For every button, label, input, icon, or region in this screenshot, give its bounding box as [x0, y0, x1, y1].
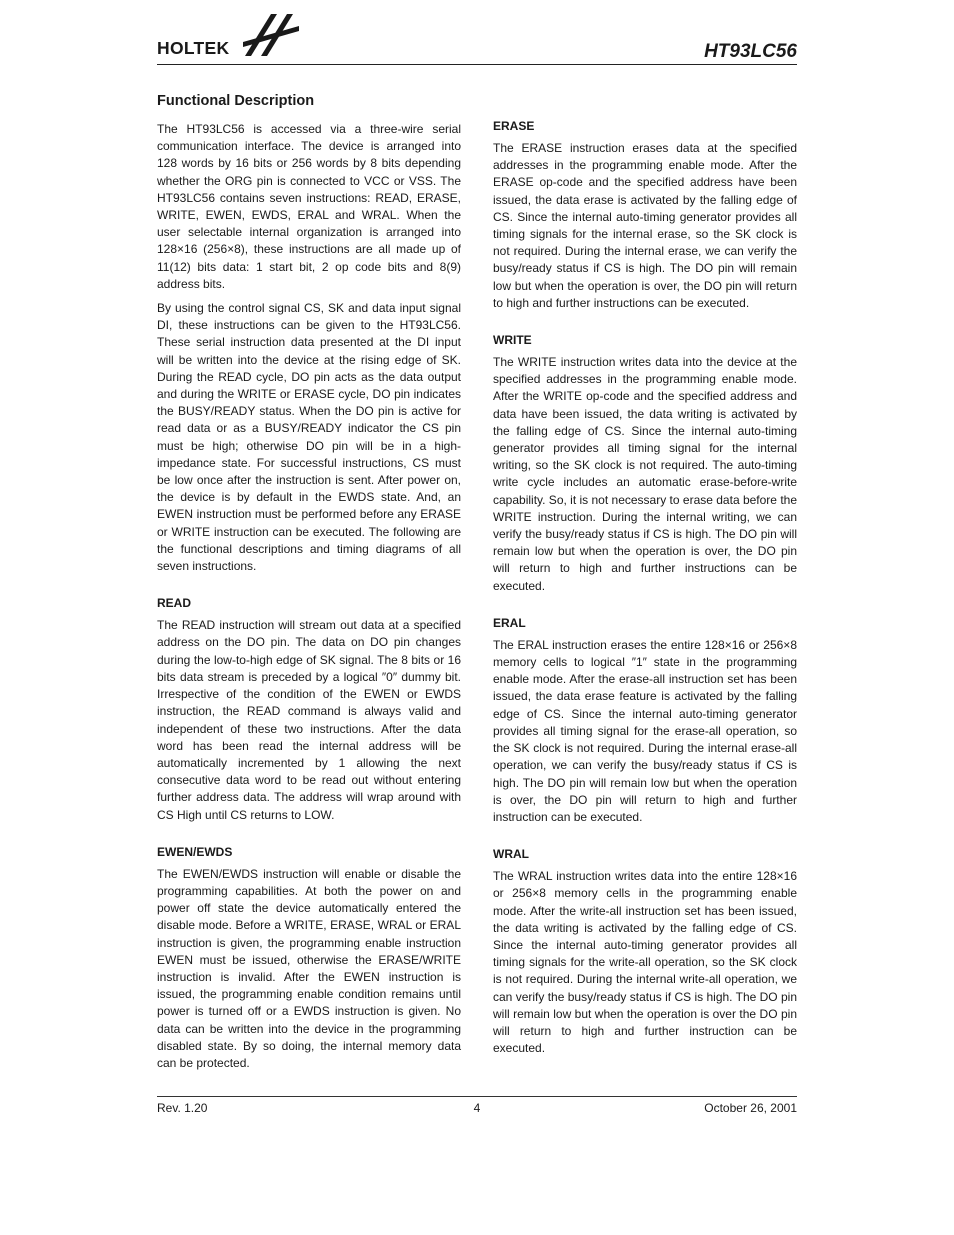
- section-heading-read: READ: [157, 596, 192, 611]
- section-heading-erase: ERASE: [493, 119, 535, 133]
- page-title: Functional Description: [157, 93, 315, 109]
- page-footer: [157, 1096, 797, 1119]
- intro-paragraph-2: By using the control signal CS, SK and data input signal DI, these instructions can be given to the HT93LC56. These serial instruction data presented at the DI input will be written into the device at the rising edge of SK. During the READ cycle, DO pin acts as the data output and during the WRITE or ERASE cycle, DO pin indicates the BUSY/READY status. When the DO pin is active for read data or as a BUSY/READY indicator the CS pin must be high; otherwise DO pin will be in a high-impedance state. For successful instructions, CS must be low once after the instruction is sent. After power on, the device is by default in the EWDS state. And, an EWEN instruction must be performed before any ERASE or WRITE instruction can be executed. The following are the functional descriptions and timing diagrams of all seven instructions.: [157, 301, 461, 574]
- ewen-ewds-paragraph: The EWEN/EWDS instruction will enable or disable the programming capabilities. At both the power on and power off state the device automatically entered the disable mode. Before a WRITE, ERASE, WRAL or ERAL instruction is given, the programming enable instruction EWEN must be issued, otherwise the ERASE/WRITE instruction is invalid. After the EWEN instruction is issued, the programming enable condition remains until power is turned off or a EWDS instruction is given. No data can be written into the device in the programming disabled state. By so doing, the internal memory data can be protected.: [157, 866, 461, 1070]
- company-name: HOLTEK: [157, 38, 230, 58]
- read-paragraph: The READ instruction will stream out data at a specified address on the DO pin. The data on DO pin changes during the low-to-high edge of SK signal. The 8 bits or 16 bits data stream is preceded by a logical ″0″ dummy bit. Irrespective of the condition of the EWEN or EWDS instruction, the READ command is always valid and independent of these two instructions. After the data word has been read the internal address will be automatically incremented by 1 allowing the next consecutive data word to be read out without entering further address data. The address will wrap around with CS High until CS returns to LOW.: [157, 618, 461, 822]
- left-column: [157, 90, 461, 1079]
- section-heading-wral: WRAL: [493, 847, 529, 862]
- write-paragraph: The WRITE instruction writes data into the device at the specified addresses in the programming enable mode. After the WRITE op-code and the specified address and data have been issued, the data writing is activated by the falling edge of CS. Since the internal auto-timing generator provides all timing signal for the internal writing, so the SK clock is not required. The auto-timing write cycle includes an automatic erase-before-write capability. So, it is not necessary to erase data before the WRITE instruction. During the internal writing, we can verify the busy/ready status if CS is high. The DO pin will remain low but when the operation is over, the DO pin will return to high and further instructions can be executed.: [493, 355, 797, 593]
- holtek-logo: [157, 12, 307, 62]
- section-heading-ewen-ewds: EWEN/EWDS: [157, 844, 233, 859]
- publication-date: October 26, 2001: [704, 1101, 797, 1115]
- page-number: 4: [473, 1101, 481, 1115]
- intro-paragraph-1: The HT93LC56 is accessed via a three-wire serial communication interface. The device is arranged into 128 words by 16 bits or 256 words by 8 bits depending whether the ORG pin is connected to VCC or VSS. The HT93LC56 contains seven instructions: READ, ERASE, WRITE, EWEN, EWDS, ERAL and WRAL. When the user selectable internal organization is arranged into 128×16 (256×8), these instructions are all made up of 11(12) bits data: 1 start bit, 2 op code bits and 8(9) address bits.: [157, 122, 461, 291]
- section-heading-write: WRITE: [493, 333, 532, 348]
- holtek-logo-icon: [241, 12, 301, 60]
- eral-paragraph: The ERAL instruction erases the entire 128×16 or 256×8 memory cells to logical ″1″ state in the programming enable mode. After the erase-all instruction set has been issued, the data erase feature is activated by the falling edge of CS. Since the internal auto-timing generator provides all timing signal for the erase-all operation, so the SK clock is not required. During the internal erase-all operation, we can verify the busy/ready status if CS is high. The DO pin will remain low but when the operation is over, the DO pin will return to high and further instruction can be executed.: [493, 637, 797, 824]
- part-number: HT93LC56: [704, 41, 797, 62]
- section-heading-eral: ERAL: [493, 615, 526, 630]
- erase-paragraph: The ERASE instruction erases data at the specified addresses in the programming enable mode. After the ERASE op-code and the specified address have been issued, the data erase is activated by the falling edge of CS. Since the internal auto-timing generator provides all timing signals for the internal erase, so the SK clock is not required. During the internal erase, we can verify the busy/ready status if CS is high. The DO pin will remain low but when the operation is over, the DO pin will return to high and further instructions can be executed.: [493, 141, 797, 310]
- revision-label: Rev. 1.20: [157, 1101, 208, 1115]
- wral-paragraph: The WRAL instruction writes data into the entire 128×16 or 256×8 memory cells in the programming enable mode. After the write-all instruction set has been issued, the data writing is activated by the falling edge of CS. Since the internal auto-timing generator provides all timing signals for the write-all operation, so the SK clock is not required. During the internal write-all operation, we can verify the busy/ready status if CS is high. The DO pin will remain low but when the operation is over the DO pin will return to high and further instruction can be executed.: [493, 869, 797, 1056]
- right-column: [493, 118, 797, 1064]
- page-header: [157, 12, 797, 65]
